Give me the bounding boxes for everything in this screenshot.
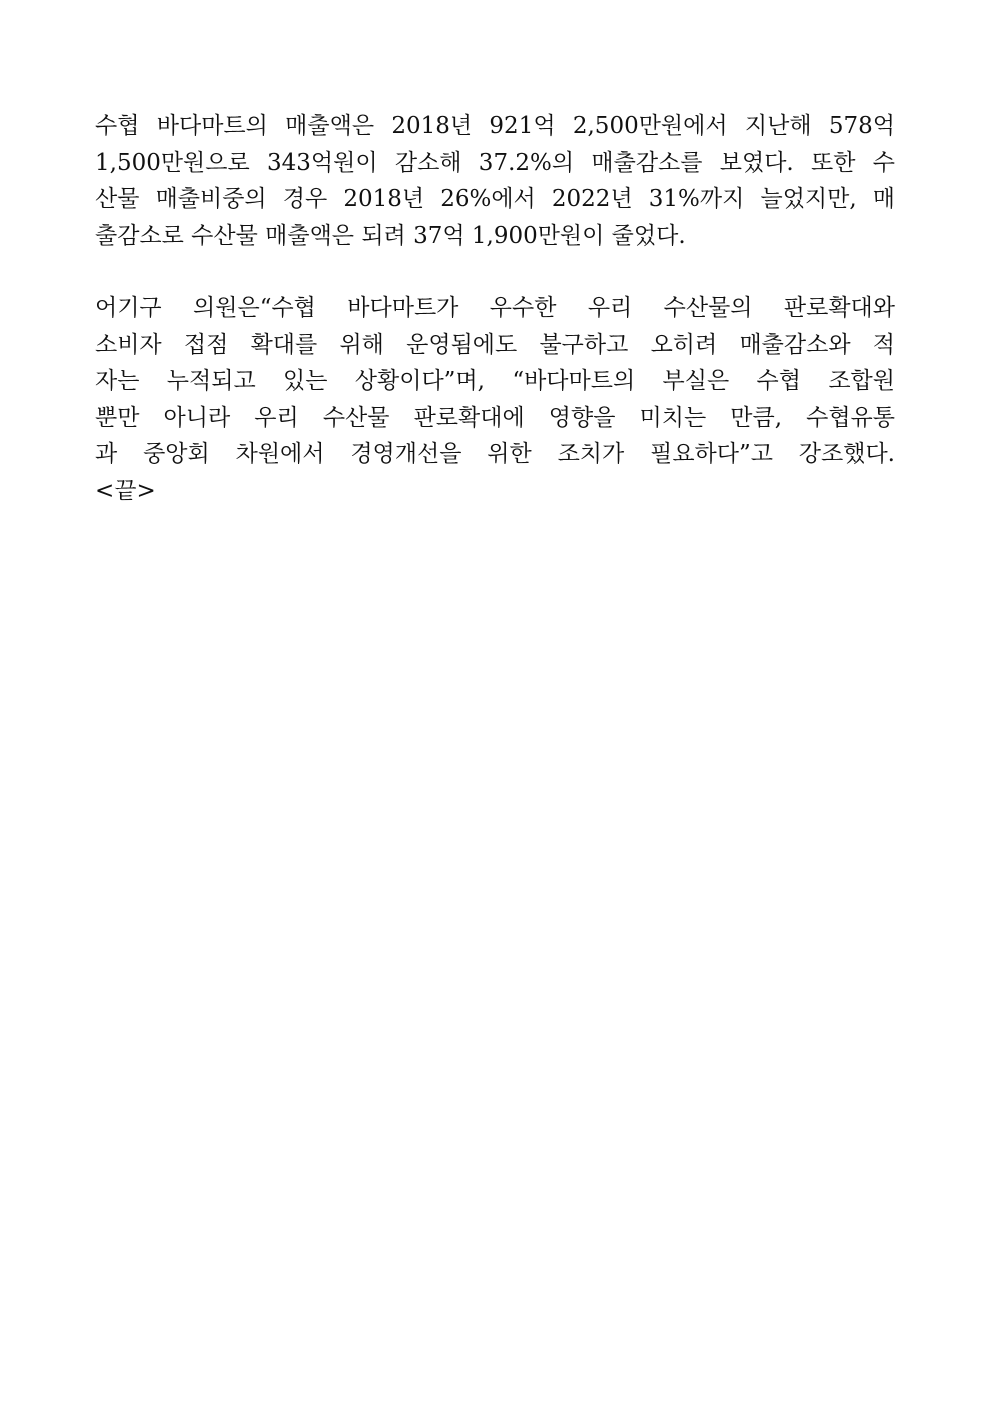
text-line: 출감소로 수산물 매출액은 되려 37억 1,900만원이 줄었다. (95, 222, 686, 249)
paragraph-lawmaker-quote (95, 290, 895, 509)
text-line: 어기구 의원은“수협 바다마트가 우수한 우리 수산물의 판로확대와 (95, 295, 895, 321)
end-mark: <끝> (95, 477, 156, 504)
text-line: 뿐만 아니라 우리 수산물 판로확대에 영향을 미치는 만큼, 수협유통 (95, 404, 895, 431)
document-body (95, 108, 895, 509)
text-line: 자는 누적되고 있는 상황이다”며, “바다마트의 부실은 수협 조합원 (95, 368, 895, 394)
text-line: 산물 매출비중의 경우 2018년 26%에서 2022년 31%까지 늘었지만, 매 (95, 186, 895, 212)
text-line: 수협 바다마트의 매출액은 2018년 921억 2,500만원에서 지난해 578억 (95, 113, 895, 139)
text-line: 1,500만원으로 343억원이 감소해 37.2%의 매출감소를 보였다. 또한 수 (95, 149, 895, 176)
text-line: 과 중앙회 차원에서 경영개선을 위한 조치가 필요하다”고 강조했다. (95, 441, 895, 467)
text-line: 소비자 접점 확대를 위해 운영됨에도 불구하고 오히려 매출감소와 적 (95, 331, 895, 358)
paragraph-sales-decline (95, 108, 895, 254)
